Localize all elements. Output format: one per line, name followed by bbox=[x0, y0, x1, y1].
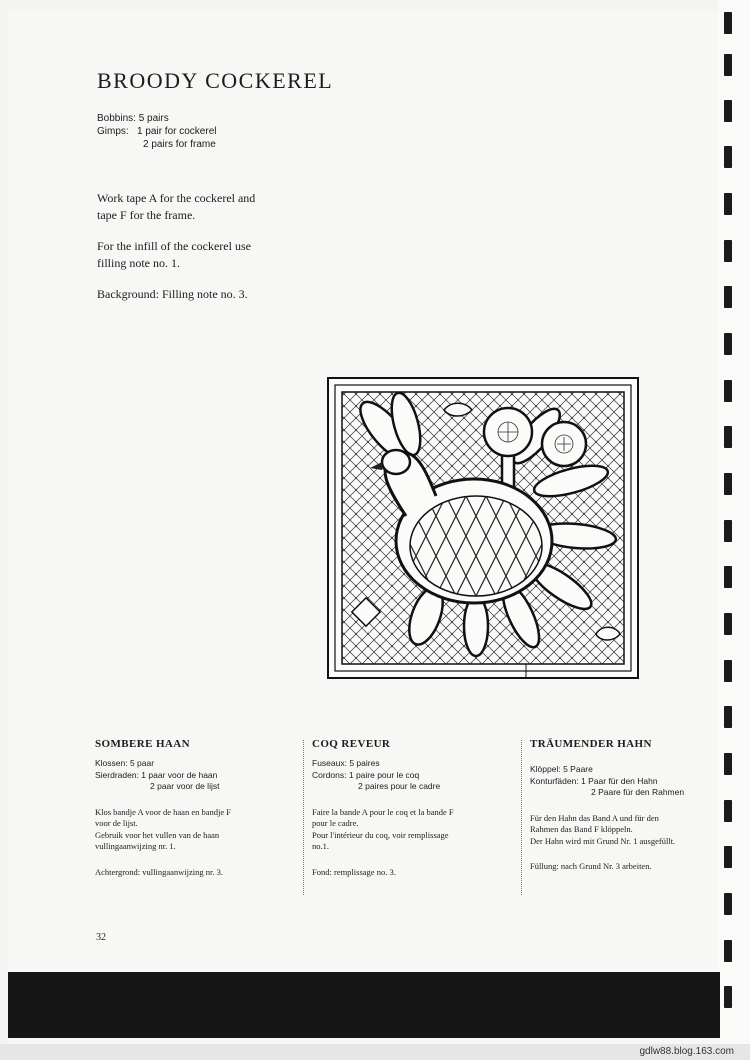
dutch-text-line: voor de lijst. bbox=[95, 818, 138, 828]
page-number: 32 bbox=[96, 932, 106, 943]
dutch-spec-line: Sierdraden: 1 paar voor de haan bbox=[95, 769, 218, 780]
dutch-heading: SOMBERE HAAN bbox=[95, 738, 190, 750]
instruction-infill bbox=[97, 238, 307, 272]
bobbins-spec: Bobbins: 5 pairs bbox=[97, 113, 169, 124]
watermark-text: gdlw88.blog.163.com bbox=[639, 1046, 734, 1057]
french-spec-line: 2 paires pour le cadre bbox=[358, 781, 441, 791]
binding-ring bbox=[724, 706, 732, 728]
instruction-line: For the infill of the cockerel use bbox=[97, 239, 251, 253]
column-divider bbox=[521, 740, 522, 895]
materials-list bbox=[97, 112, 216, 151]
german-column bbox=[530, 738, 730, 871]
dutch-text-line: vullingaanwijzing nr. 1. bbox=[95, 841, 176, 851]
german-text-line: Für den Hahn das Band A und für den bbox=[530, 812, 659, 823]
binding-ring bbox=[724, 473, 732, 495]
french-spec-line: Fuseaux: 5 paires bbox=[312, 758, 380, 768]
dutch-column bbox=[95, 738, 295, 877]
lace-pattern-diagram bbox=[326, 376, 640, 680]
instruction-line: Work tape A for the cockerel and bbox=[97, 191, 256, 205]
gimps-spec: Gimps: 1 pair for cockerel bbox=[97, 126, 217, 137]
dutch-materials bbox=[95, 758, 295, 793]
binding-ring bbox=[724, 380, 732, 402]
page-title: BROODY COCKEREL bbox=[97, 68, 334, 93]
binding-ring bbox=[724, 426, 732, 448]
instruction-line: Background: Filling note no. 3. bbox=[97, 287, 248, 301]
spiral-binding bbox=[718, 0, 750, 1045]
german-spec-line: Klöppel: 5 Paare bbox=[530, 764, 593, 774]
french-column bbox=[312, 738, 512, 877]
binding-ring bbox=[724, 940, 732, 962]
binding-ring bbox=[724, 893, 732, 915]
binding-ring bbox=[724, 613, 732, 635]
dark-scan-band bbox=[8, 972, 720, 1038]
french-text-line: Faire la bande A pour le coq et la bande F bbox=[312, 806, 454, 817]
german-spec-line: Konturfäden: 1 Paar für den Hahn bbox=[530, 775, 658, 786]
binding-ring bbox=[724, 100, 732, 122]
dutch-spec-line: 2 paar voor de lijst bbox=[150, 781, 220, 791]
german-spec-line: 2 Paare für den Rahmen bbox=[591, 787, 685, 797]
instruction-tapes bbox=[97, 190, 307, 224]
instruction-line: tape F for the frame. bbox=[97, 208, 196, 222]
french-heading: COQ REVEUR bbox=[312, 738, 391, 750]
binding-ring bbox=[724, 240, 732, 262]
binding-ring bbox=[724, 333, 732, 355]
dutch-spec-line: Klossen: 5 paar bbox=[95, 758, 155, 768]
binding-ring bbox=[724, 146, 732, 168]
binding-ring bbox=[724, 193, 732, 215]
german-heading: TRÄUMENDER HAHN bbox=[530, 738, 652, 750]
dutch-text-line: Gebruik voor het vullen van de haan bbox=[95, 829, 220, 840]
german-text-line: Rahmen das Band F klöppeln. bbox=[530, 824, 633, 834]
french-text-line: pour le cadre. bbox=[312, 818, 359, 828]
gimps-spec-frame: 2 pairs for frame bbox=[143, 139, 216, 150]
dutch-instructions bbox=[95, 807, 295, 853]
dutch-text-line: Klos bandje A voor de haan en bandje F bbox=[95, 806, 231, 817]
binding-ring bbox=[724, 566, 732, 588]
french-text-line: Pour l'intérieur du coq, voir remplissage bbox=[312, 829, 449, 840]
german-text-line: Der Hahn wird mit Grund Nr. 1 ausgefüllt. bbox=[530, 835, 676, 846]
footer-strip bbox=[0, 1044, 750, 1060]
french-instructions bbox=[312, 807, 512, 853]
german-materials bbox=[530, 764, 730, 799]
instruction-background bbox=[97, 286, 307, 303]
instruction-line: filling note no. 1. bbox=[97, 256, 180, 270]
french-text-line: no.1. bbox=[312, 841, 329, 851]
binding-ring bbox=[724, 286, 732, 308]
french-materials bbox=[312, 758, 512, 793]
binding-ring bbox=[724, 54, 732, 76]
binding-ring bbox=[724, 660, 732, 682]
german-instructions bbox=[530, 813, 730, 848]
dutch-background: Achtergrond: vullingaanwijzing nr. 3. bbox=[95, 866, 224, 877]
french-background: Fond: remplissage no. 3. bbox=[312, 866, 396, 877]
binding-ring bbox=[724, 12, 732, 34]
binding-ring bbox=[724, 986, 732, 1008]
column-divider bbox=[303, 740, 304, 895]
french-spec-line: Cordons: 1 paire pour le coq bbox=[312, 769, 420, 780]
binding-ring bbox=[724, 520, 732, 542]
german-background: Füllung: nach Grund Nr. 3 arbeiten. bbox=[530, 861, 652, 871]
